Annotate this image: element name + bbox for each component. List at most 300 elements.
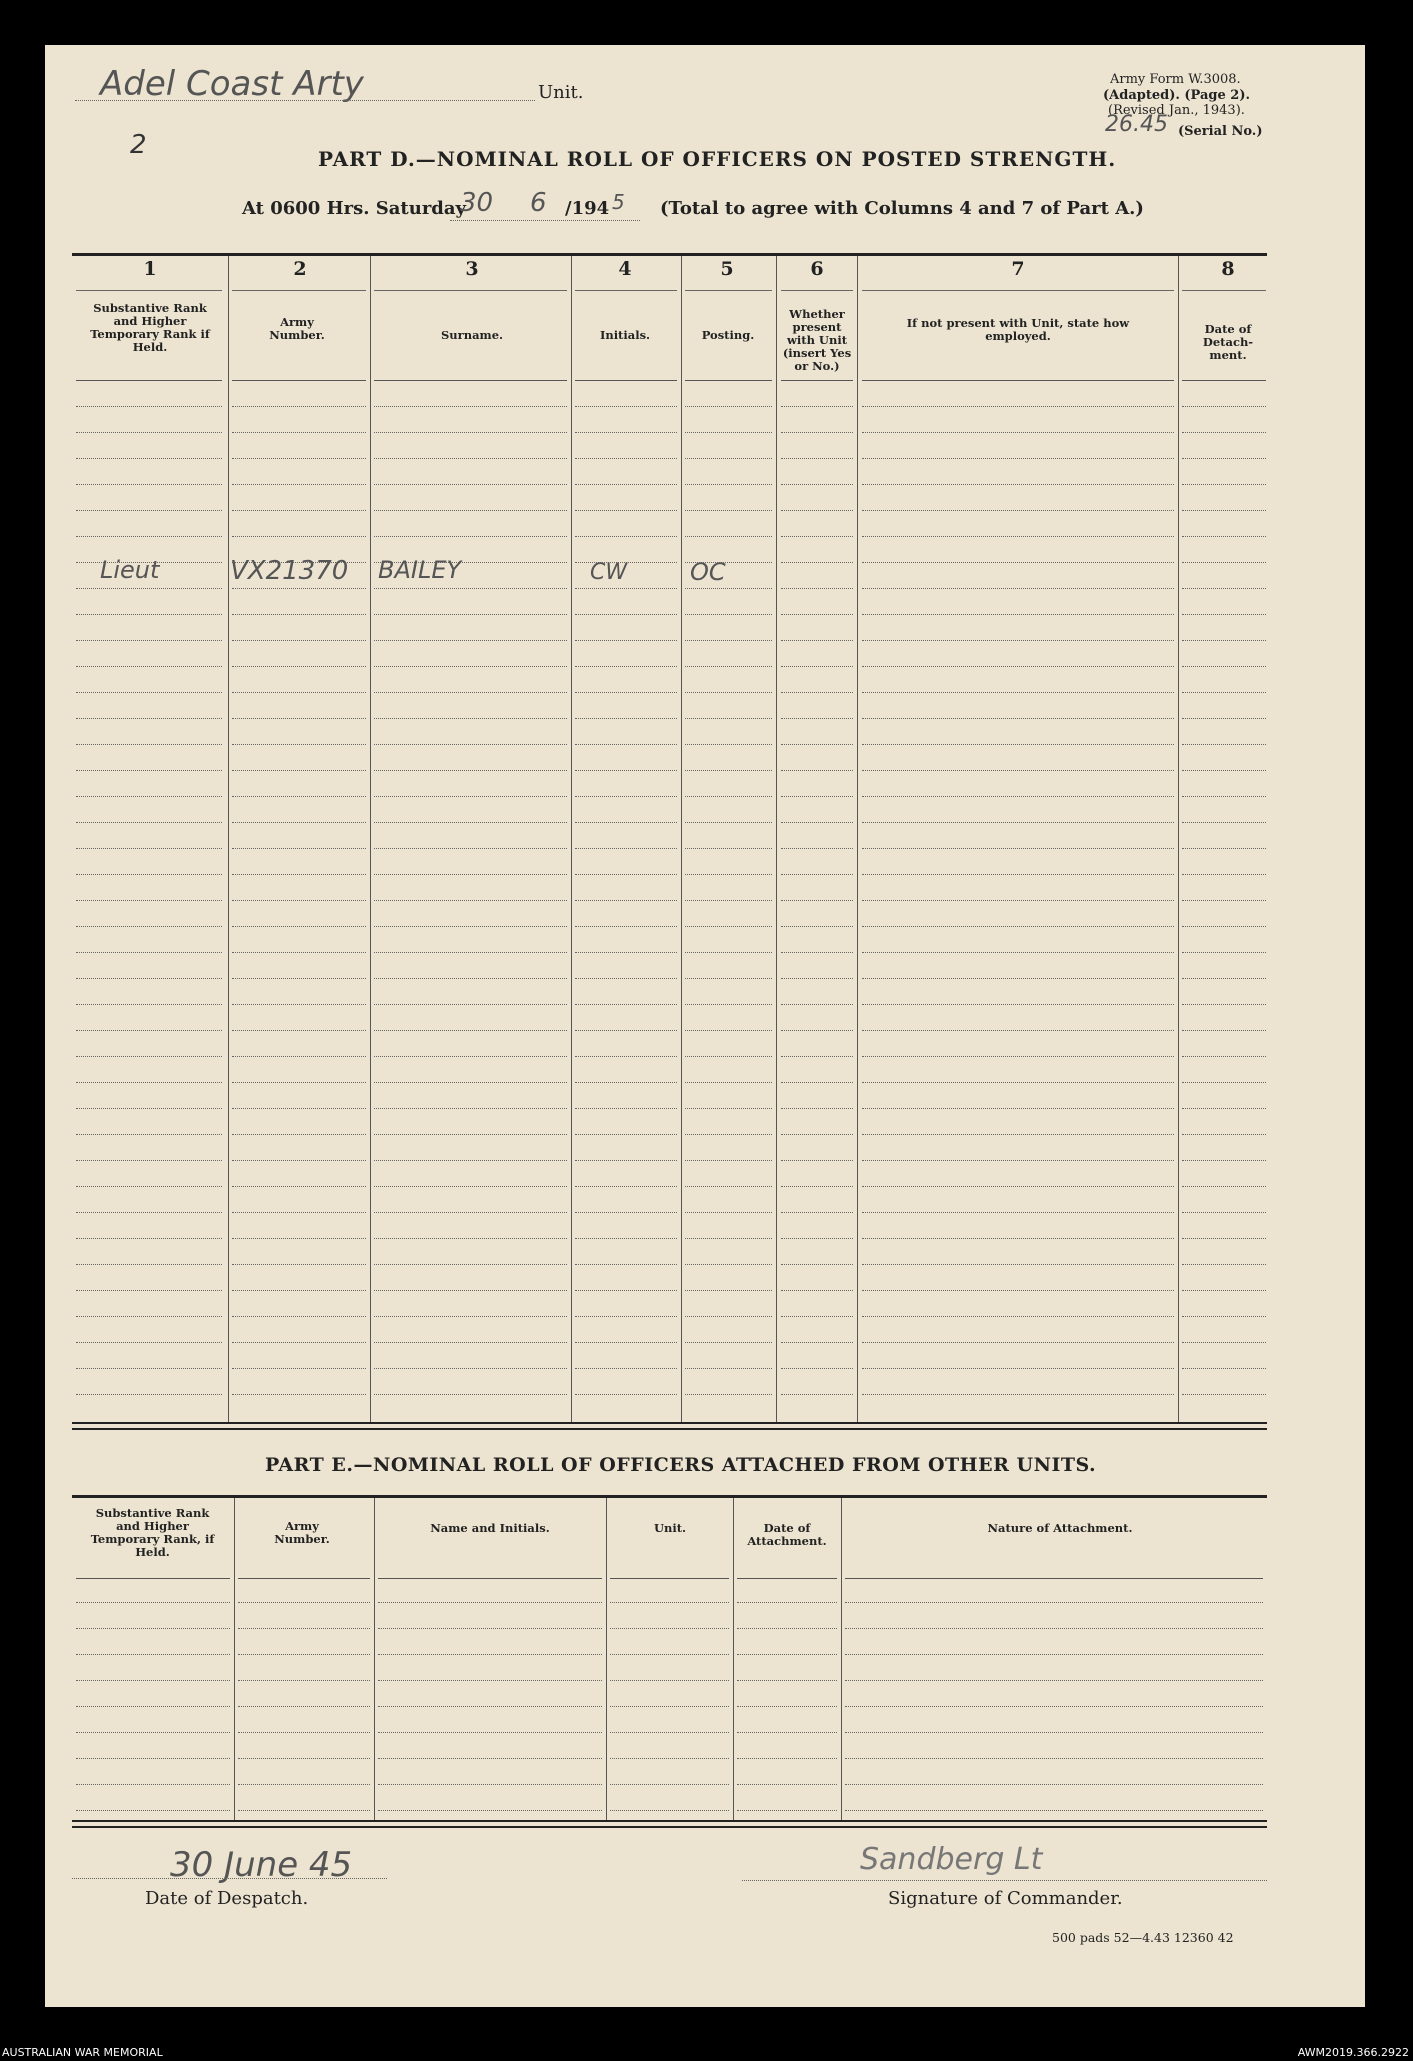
part-d-row-line	[374, 822, 567, 823]
part-d-row-line	[781, 1368, 853, 1369]
part-d-row-line	[575, 1290, 677, 1291]
part-e-row-line	[737, 1654, 837, 1655]
part-d-row-line	[575, 1342, 677, 1343]
part-e-row-line	[378, 1628, 602, 1629]
part-d-row-line	[374, 1316, 567, 1317]
form-number: Army Form W.3008.	[1110, 72, 1241, 87]
part-d-row-line	[76, 640, 222, 641]
part-d-header-underline	[232, 380, 366, 381]
part-d-row-line	[76, 1290, 222, 1291]
part-d-row-line	[575, 744, 677, 745]
part-d-row-line	[862, 614, 1174, 615]
col-4-number: 4	[618, 258, 632, 280]
part-e-row-line	[737, 1706, 837, 1707]
date-dotline	[450, 220, 640, 221]
part-e-row-line	[610, 1706, 729, 1707]
part-d-row-line	[781, 1108, 853, 1109]
unit-dotline	[75, 100, 535, 101]
part-e-col-rank-header: Substantive Rank and Higher Temporary Rank, if Held.	[90, 1506, 215, 1559]
part-d-row-line	[685, 1056, 772, 1057]
part-d-row-line	[781, 432, 853, 433]
part-d-number-underline	[685, 290, 772, 291]
part-d-row-line	[374, 718, 567, 719]
caption-left: AUSTRALIAN WAR MEMORIAL	[2, 2046, 163, 2059]
part-e-row-line	[76, 1680, 230, 1681]
part-d-row-line	[781, 1290, 853, 1291]
part-d-column-divider	[228, 256, 229, 1422]
part-e-row-line	[378, 1732, 602, 1733]
part-d-row-line	[685, 1264, 772, 1265]
part-d-row-line	[1182, 874, 1266, 875]
part-d-row-line	[1182, 432, 1266, 433]
part-d-row-line	[374, 666, 567, 667]
part-e-row-line	[378, 1758, 602, 1759]
part-e-col-army-number-header: Army Number.	[274, 1519, 330, 1546]
part-d-row-line	[781, 1238, 853, 1239]
part-d-row-line	[575, 952, 677, 953]
part-d-row-line	[781, 796, 853, 797]
part-d-number-underline	[374, 290, 567, 291]
entry-initials: CW	[590, 560, 628, 585]
part-d-row-line	[76, 1056, 222, 1057]
part-e-row-line	[610, 1680, 729, 1681]
part-d-row-line	[232, 1212, 366, 1213]
part-d-header-underline	[685, 380, 772, 381]
part-e-header-underline	[737, 1578, 837, 1579]
despatch-date-hand: 30 June 45	[170, 1845, 353, 1885]
signature-label: Signature of Commander.	[888, 1888, 1123, 1909]
part-d-bottom-rule-2	[72, 1428, 1267, 1430]
part-d-row-line	[781, 562, 853, 563]
part-d-row-line	[76, 510, 222, 511]
part-d-row-line	[374, 1212, 567, 1213]
part-d-row-line	[1182, 1186, 1266, 1187]
corner-mark: 2	[130, 130, 147, 160]
part-d-header-underline	[862, 380, 1174, 381]
part-d-row-line	[781, 1342, 853, 1343]
part-d-row-line	[232, 1030, 366, 1031]
part-d-row-line	[76, 406, 222, 407]
part-e-column-divider	[374, 1498, 375, 1820]
part-d-row-line	[76, 536, 222, 537]
part-d-row-line	[1182, 1030, 1266, 1031]
part-e-row-line	[238, 1810, 370, 1811]
part-d-number-underline	[862, 290, 1174, 291]
part-d-row-line	[685, 432, 772, 433]
part-d-row-line	[1182, 978, 1266, 979]
part-d-row-line	[76, 1342, 222, 1343]
part-d-row-line	[374, 406, 567, 407]
part-d-row-line	[575, 926, 677, 927]
part-d-row-line	[862, 1212, 1174, 1213]
part-d-row-line	[685, 614, 772, 615]
part-d-row-line	[76, 1108, 222, 1109]
part-d-row-line	[232, 1108, 366, 1109]
caption-right: AWM2019.366.2922	[1297, 2046, 1409, 2059]
part-d-row-line	[575, 1368, 677, 1369]
part-e-row-line	[378, 1810, 602, 1811]
part-d-row-line	[862, 484, 1174, 485]
part-d-row-line	[862, 1134, 1174, 1135]
part-d-row-line	[1182, 1368, 1266, 1369]
part-e-title: PART E.—NOMINAL ROLL OF OFFICERS ATTACHED FROM OTHER UNITS.	[265, 1454, 1097, 1476]
part-e-row-line	[238, 1732, 370, 1733]
part-d-row-line	[232, 718, 366, 719]
part-d-row-line	[685, 718, 772, 719]
part-d-row-line	[781, 1030, 853, 1031]
part-d-row-line	[232, 1056, 366, 1057]
part-d-row-line	[1182, 1004, 1266, 1005]
part-d-row-line	[76, 1134, 222, 1135]
part-d-row-line	[374, 458, 567, 459]
part-d-row-line	[781, 1316, 853, 1317]
part-d-row-line	[76, 458, 222, 459]
part-e-row-line	[737, 1784, 837, 1785]
part-e-column-divider	[841, 1498, 842, 1820]
part-d-row-line	[575, 1160, 677, 1161]
part-d-row-line	[862, 1160, 1174, 1161]
part-d-column-divider	[1178, 256, 1179, 1422]
col-4-header: Initials.	[599, 328, 651, 342]
col-2-number: 2	[293, 258, 307, 280]
part-d-row-line	[781, 848, 853, 849]
part-d-row-line	[232, 640, 366, 641]
entry-army-number: VX21370	[230, 556, 349, 586]
part-d-row-line	[374, 1394, 567, 1395]
part-d-row-line	[781, 484, 853, 485]
part-d-header-underline	[781, 380, 853, 381]
part-d-row-line	[374, 1160, 567, 1161]
part-e-row-line	[845, 1758, 1263, 1759]
part-d-row-line	[232, 510, 366, 511]
part-d-row-line	[76, 1394, 222, 1395]
part-d-row-line	[76, 1212, 222, 1213]
part-d-row-line	[232, 744, 366, 745]
part-d-row-line	[374, 692, 567, 693]
part-e-row-line	[610, 1758, 729, 1759]
part-d-row-line	[76, 1238, 222, 1239]
part-d-row-line	[685, 484, 772, 485]
part-d-row-line	[1182, 1238, 1266, 1239]
part-d-row-line	[575, 1212, 677, 1213]
part-d-row-line	[76, 822, 222, 823]
part-d-row-line	[685, 588, 772, 589]
part-d-row-line	[374, 1004, 567, 1005]
despatch-label: Date of Despatch.	[145, 1888, 309, 1909]
part-d-row-line	[374, 1238, 567, 1239]
col-8-number: 8	[1221, 258, 1235, 280]
part-e-header-underline	[238, 1578, 370, 1579]
part-d-row-line	[374, 1056, 567, 1057]
part-d-row-line	[232, 1264, 366, 1265]
part-d-row-line	[862, 458, 1174, 459]
part-d-row-line	[781, 926, 853, 927]
part-d-row-line	[862, 1238, 1174, 1239]
part-d-row-line	[781, 510, 853, 511]
part-e-row-line	[610, 1602, 729, 1603]
part-d-row-line	[862, 640, 1174, 641]
commander-signature: Sandberg Lt	[860, 1842, 1043, 1877]
part-d-row-line	[685, 1030, 772, 1031]
part-d-column-divider	[857, 256, 858, 1422]
part-e-row-line	[76, 1810, 230, 1811]
part-d-row-line	[1182, 562, 1266, 563]
entry-surname: BAILEY	[378, 556, 462, 584]
part-d-row-line	[862, 1056, 1174, 1057]
part-d-row-line	[575, 458, 677, 459]
part-e-row-line	[76, 1628, 230, 1629]
part-e-row-line	[737, 1680, 837, 1681]
part-d-row-line	[685, 744, 772, 745]
part-d-row-line	[575, 614, 677, 615]
part-d-row-line	[232, 796, 366, 797]
part-d-row-line	[374, 484, 567, 485]
col-7-header: If not present with Unit, state how employed.	[906, 316, 1130, 343]
col-3-header: Surname.	[440, 328, 504, 342]
part-e-column-divider	[606, 1498, 607, 1820]
part-d-row-line	[1182, 1160, 1266, 1161]
part-e-row-line	[610, 1784, 729, 1785]
part-d-row-line	[862, 1394, 1174, 1395]
part-d-row-line	[575, 1056, 677, 1057]
part-d-number-underline	[1182, 290, 1266, 291]
part-d-row-line	[76, 978, 222, 979]
part-d-row-line	[781, 1082, 853, 1083]
part-d-row-line	[374, 1108, 567, 1109]
part-d-column-divider	[681, 256, 682, 1422]
part-d-row-line	[575, 432, 677, 433]
part-d-row-line	[232, 1082, 366, 1083]
part-d-row-line	[781, 614, 853, 615]
part-d-row-line	[232, 1160, 366, 1161]
part-e-row-line	[238, 1758, 370, 1759]
part-d-column-divider	[776, 256, 777, 1422]
part-e-column-divider	[733, 1498, 734, 1820]
part-d-header-underline	[76, 380, 222, 381]
date-month: 6	[530, 188, 547, 218]
part-d-row-line	[781, 1004, 853, 1005]
part-d-row-line	[575, 796, 677, 797]
part-d-row-line	[575, 640, 677, 641]
part-d-row-line	[575, 1264, 677, 1265]
part-d-row-line	[685, 900, 772, 901]
col-5-header: Posting.	[701, 328, 755, 342]
part-d-number-underline	[232, 290, 366, 291]
part-d-row-line	[232, 900, 366, 901]
part-d-row-line	[1182, 1134, 1266, 1135]
part-d-row-line	[575, 770, 677, 771]
part-d-row-line	[1182, 1394, 1266, 1395]
part-d-row-line	[575, 666, 677, 667]
part-e-row-line	[76, 1602, 230, 1603]
part-d-row-line	[862, 1108, 1174, 1109]
part-d-column-divider	[571, 256, 572, 1422]
part-e-row-line	[845, 1654, 1263, 1655]
part-d-row-line	[685, 926, 772, 927]
part-d-row-line	[781, 874, 853, 875]
part-e-row-line	[378, 1706, 602, 1707]
part-d-row-line	[781, 900, 853, 901]
part-e-row-line	[238, 1654, 370, 1655]
part-d-row-line	[781, 952, 853, 953]
part-d-row-line	[862, 1290, 1174, 1291]
part-d-row-line	[232, 1368, 366, 1369]
form-revised: (Revised Jan., 1943).	[1108, 103, 1245, 118]
part-d-row-line	[685, 770, 772, 771]
part-e-row-line	[76, 1706, 230, 1707]
part-d-row-line	[862, 1186, 1174, 1187]
part-d-row-line	[575, 1134, 677, 1135]
part-e-row-line	[610, 1732, 729, 1733]
part-d-row-line	[781, 718, 853, 719]
part-d-row-line	[781, 1056, 853, 1057]
part-d-row-line	[76, 874, 222, 875]
part-d-row-line	[232, 614, 366, 615]
part-d-row-line	[575, 978, 677, 979]
part-d-row-line	[232, 978, 366, 979]
part-d-row-line	[232, 1238, 366, 1239]
part-e-row-line	[378, 1680, 602, 1681]
part-d-row-line	[76, 796, 222, 797]
part-d-row-line	[862, 692, 1174, 693]
part-d-row-line	[232, 1342, 366, 1343]
part-d-at-prefix: At 0600 Hrs. Saturday	[242, 198, 467, 219]
part-d-row-line	[781, 1186, 853, 1187]
part-d-row-line	[781, 1264, 853, 1265]
part-d-row-line	[862, 1264, 1174, 1265]
part-d-row-line	[232, 666, 366, 667]
part-d-row-line	[862, 952, 1174, 953]
part-d-row-line	[76, 1368, 222, 1369]
part-d-row-line	[374, 614, 567, 615]
part-d-row-line	[232, 692, 366, 693]
entry-rank: Lieut	[100, 556, 160, 584]
part-d-title: PART D.—NOMINAL ROLL OF OFFICERS ON POSTED STRENGTH.	[318, 147, 1117, 171]
part-d-row-line	[862, 978, 1174, 979]
part-e-row-line	[76, 1732, 230, 1733]
part-d-row-line	[232, 1316, 366, 1317]
part-d-row-line	[575, 874, 677, 875]
part-d-header-underline	[1182, 380, 1266, 381]
col-3-number: 3	[465, 258, 479, 280]
part-d-row-line	[374, 1290, 567, 1291]
part-d-row-line	[862, 1082, 1174, 1083]
serial-handwritten: 26.45	[1105, 112, 1168, 137]
part-d-row-line	[862, 1368, 1174, 1369]
part-d-row-line	[781, 666, 853, 667]
part-d-row-line	[76, 770, 222, 771]
part-d-row-line	[862, 1030, 1174, 1031]
part-e-bottom-rule	[72, 1820, 1267, 1822]
date-day: 30	[460, 188, 494, 218]
part-d-row-line	[76, 1186, 222, 1187]
part-e-row-line	[378, 1602, 602, 1603]
part-d-number-underline	[575, 290, 677, 291]
part-d-row-line	[1182, 1056, 1266, 1057]
part-d-row-line	[374, 510, 567, 511]
date-year-hand: 5	[612, 190, 625, 214]
part-d-row-line	[685, 1316, 772, 1317]
part-d-row-line	[374, 1368, 567, 1369]
part-d-row-line	[232, 926, 366, 927]
part-e-column-divider	[234, 1498, 235, 1820]
part-d-row-line	[862, 718, 1174, 719]
part-e-row-line	[238, 1602, 370, 1603]
part-d-row-line	[685, 1342, 772, 1343]
part-d-row-line	[685, 978, 772, 979]
part-d-row-line	[862, 1342, 1174, 1343]
part-d-row-line	[374, 1342, 567, 1343]
part-d-row-line	[232, 1186, 366, 1187]
part-d-row-line	[76, 692, 222, 693]
part-e-header-underline	[76, 1578, 230, 1579]
part-e-col-date-header: Date of Attachment.	[747, 1521, 827, 1548]
total-note: (Total to agree with Columns 4 and 7 of Part A.)	[660, 198, 1144, 219]
part-d-row-line	[232, 484, 366, 485]
part-d-row-line	[781, 536, 853, 537]
col-6-header: Whether present with Unit (insert Yes or No.)	[782, 307, 852, 373]
part-d-row-line	[685, 796, 772, 797]
part-d-row-line	[374, 640, 567, 641]
part-d-row-line	[685, 406, 772, 407]
part-d-row-line	[232, 432, 366, 433]
part-d-row-line	[374, 770, 567, 771]
part-d-row-line	[781, 822, 853, 823]
part-d-row-line	[575, 718, 677, 719]
part-d-row-line	[374, 536, 567, 537]
part-e-row-line	[610, 1654, 729, 1655]
part-d-row-line	[1182, 848, 1266, 849]
part-d-column-divider	[370, 256, 371, 1422]
col-2-header: Army Number.	[269, 315, 325, 342]
part-d-row-line	[232, 588, 366, 589]
part-d-row-line	[575, 822, 677, 823]
col-8-header: Date of Detach-ment.	[1202, 322, 1254, 362]
part-d-row-line	[575, 1082, 677, 1083]
part-d-number-underline	[76, 290, 222, 291]
part-d-row-line	[685, 1212, 772, 1213]
part-d-row-line	[76, 1082, 222, 1083]
part-e-bottom-rule-2	[72, 1826, 1267, 1828]
part-d-row-line	[374, 796, 567, 797]
part-d-row-line	[1182, 1108, 1266, 1109]
part-e-row-line	[845, 1732, 1263, 1733]
part-d-row-line	[862, 588, 1174, 589]
part-d-row-line	[575, 1186, 677, 1187]
part-d-header-underline	[374, 380, 567, 381]
part-d-row-line	[1182, 770, 1266, 771]
part-d-row-line	[374, 978, 567, 979]
part-d-row-line	[232, 1394, 366, 1395]
part-d-row-line	[374, 874, 567, 875]
part-d-row-line	[76, 900, 222, 901]
part-d-row-line	[1182, 692, 1266, 693]
part-e-row-line	[737, 1602, 837, 1603]
part-d-row-line	[685, 510, 772, 511]
part-e-header-underline	[378, 1578, 602, 1579]
part-d-row-line	[374, 926, 567, 927]
part-d-row-line	[1182, 1264, 1266, 1265]
part-d-row-line	[76, 1160, 222, 1161]
part-d-row-line	[685, 1368, 772, 1369]
part-d-row-line	[685, 952, 772, 953]
part-d-row-line	[374, 432, 567, 433]
part-d-row-line	[374, 744, 567, 745]
part-e-col-name-header: Name and Initials.	[430, 1521, 550, 1535]
entry-posting: OC	[690, 558, 726, 586]
part-d-row-line	[374, 1186, 567, 1187]
part-d-row-line	[862, 796, 1174, 797]
